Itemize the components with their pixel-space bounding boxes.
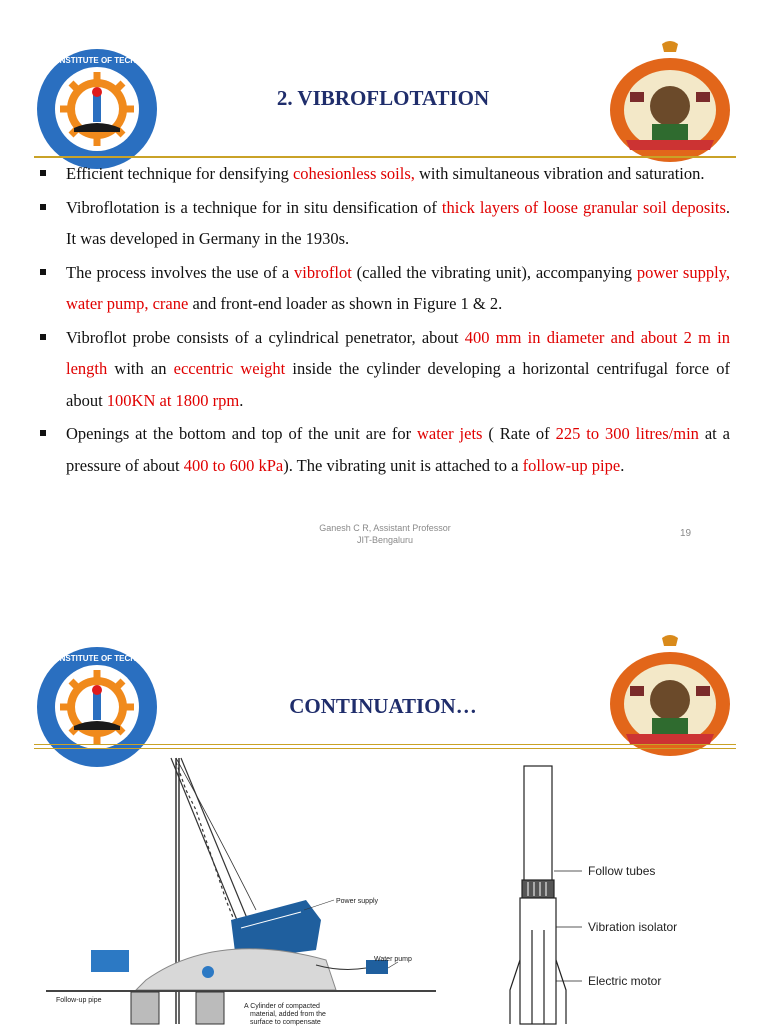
bullet-text: with simultaneous vibration and saturation.: [414, 164, 705, 183]
label-water-pump: Water pump: [374, 956, 412, 963]
page-title: 2. VIBROFLOTATION: [276, 86, 490, 110]
slide-continuation: [0, 620, 768, 1024]
bullet-marker: [40, 204, 46, 210]
bullet-item: [40, 418, 730, 481]
bullet-text: . It was developed in Germany in the 1930s.: [66, 197, 731, 248]
highlighted-text: 225 to 300 litres/min: [555, 424, 699, 443]
bullet-marker: [40, 269, 46, 275]
jit-logo: [23, 46, 171, 172]
label-follow-tubes: Follow tubes: [588, 864, 656, 878]
highlighted-text: follow-up pipe: [522, 455, 621, 475]
label-follow-up-pipe: Follow-up pipe: [56, 997, 102, 1004]
label-cylinder-note-2: material, added from the: [250, 1011, 326, 1018]
bullet-text: Vibroflot probe consists of a cylindrical penetrator, about: [66, 327, 465, 347]
title-divider: [34, 744, 736, 745]
figure-vibroflot-setup: [36, 750, 446, 1024]
vtu-logo: [606, 634, 734, 760]
highlighted-text: eccentric weight: [173, 359, 286, 378]
bullet-item: [40, 192, 730, 255]
highlighted-text: 400 to 600 kPa: [183, 455, 284, 475]
highlighted-text: thick layers of loose granular soil deposits: [441, 197, 726, 217]
highlighted-text: 100KN at 1800 rpm: [106, 390, 240, 410]
bullet-text: with an: [107, 359, 174, 378]
footer-credit: [290, 522, 480, 546]
bullet-text: .: [239, 390, 244, 410]
footer-institute: JIT-Bengaluru: [356, 535, 414, 545]
vtu-logo: [606, 40, 734, 166]
title-divider-secondary: [34, 748, 736, 749]
label-cylinder-note-1: A Cylinder of compacted: [244, 1003, 320, 1010]
label-cylinder-note-3: surface to compensate: [250, 1019, 321, 1026]
bullet-text: .: [620, 455, 625, 475]
bullet-marker: [40, 334, 46, 340]
highlighted-text: 400 mm in diameter and about 2 m in length: [66, 327, 730, 378]
label-electric-motor: Electric motor: [588, 974, 662, 988]
highlighted-text: cohesionless soils,: [292, 164, 415, 183]
page-number: 19: [680, 528, 692, 539]
footer-author: Ganesh C R, Assistant Professor: [319, 523, 451, 533]
bullet-item: [40, 257, 730, 320]
bullet-item: [40, 158, 730, 190]
bullet-list: [40, 158, 730, 483]
label-vibration-isolator: Vibration isolator: [588, 920, 678, 934]
bullet-text: (called the vibrating unit), accompanying: [351, 262, 637, 282]
figure-vibroflot-schematic: [462, 750, 732, 1024]
bullet-text: Vibroflotation is a technique for in situ densification of: [66, 197, 442, 217]
jit-logo-text: JYOTHY INSTITUTE OF TECHNOLOGY: [23, 654, 171, 663]
page-title: CONTINUATION…: [289, 694, 477, 718]
bullet-marker: [40, 430, 46, 436]
bullet-text: inside the cylinder developing a horizontal centrifugal force of about: [66, 359, 730, 410]
highlighted-text: vibroflot: [294, 262, 352, 282]
bullet-text: ). The vibrating unit is attached to a: [283, 455, 523, 475]
bullet-text: ( Rate of: [482, 424, 556, 443]
bullet-text: Efficient technique for densifying: [66, 164, 293, 183]
highlighted-text: water jets: [416, 424, 483, 443]
bullet-text: and front-end loader as shown in Figure 1 & 2.: [188, 294, 503, 313]
bullet-marker: [40, 170, 46, 176]
jit-logo-text: JYOTHY INSTITUTE OF TECHNOLOGY: [23, 56, 171, 65]
bullet-text: Openings at the bottom and top of the unit are for: [66, 424, 417, 443]
label-power-supply: Power supply: [336, 898, 379, 905]
bullet-text: at a pressure of about: [66, 424, 730, 475]
highlighted-text: power supply, water pump, crane: [66, 262, 730, 313]
bullet-item: [40, 322, 730, 417]
bullet-text: The process involves the use of a: [66, 262, 295, 282]
